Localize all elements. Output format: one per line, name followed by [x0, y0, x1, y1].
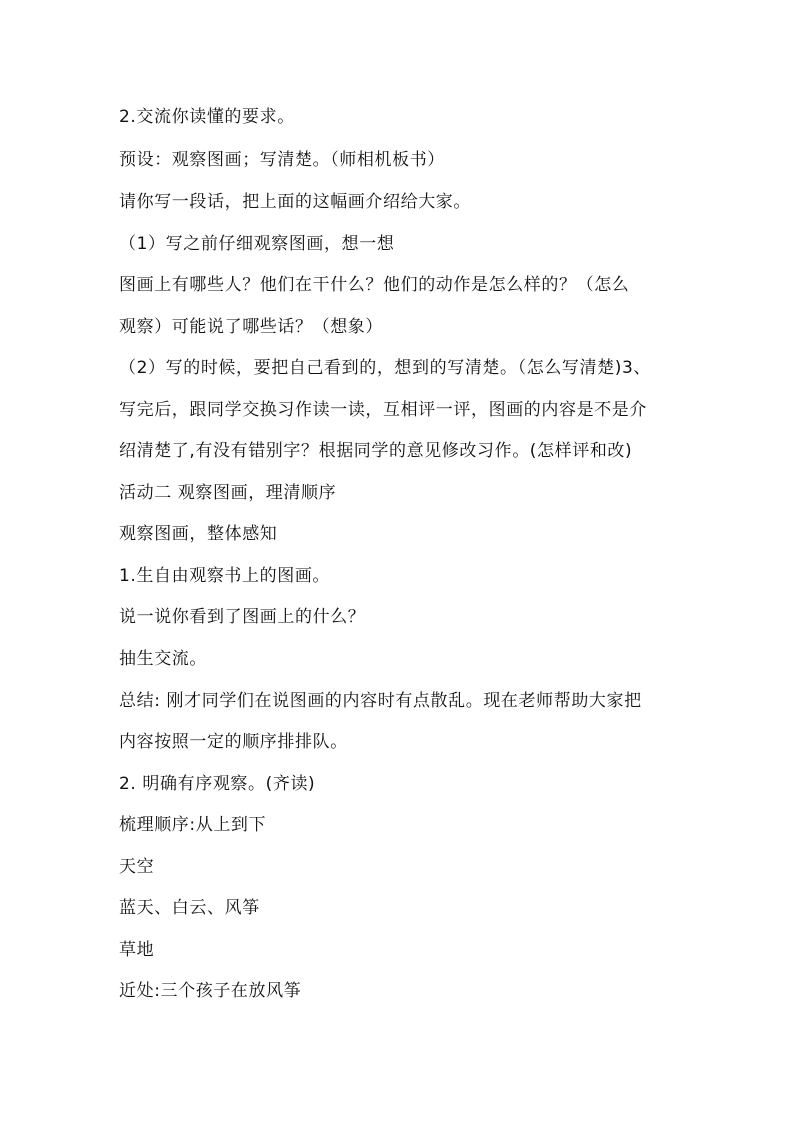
text-line: 天空 [119, 857, 155, 877]
text-line: 1.生自由观察书上的图画。 [119, 566, 331, 586]
text-line: 内容按照一定的顺序排排队。 [119, 732, 348, 752]
text-line: （1）写之前仔细观察图画，想一想 [119, 234, 395, 254]
text-line: 蓝天、白云、风筝 [119, 898, 260, 918]
text-line: 绍清楚了,有没有错别字？根据同学的意见修改习作。(怎样评和改) [119, 441, 633, 461]
text-line: 请你写一段话，把上面的这幅画介绍给大家。 [119, 192, 471, 212]
text-line: 写完后，跟同学交换习作读一读，互相评一评，图画的内容是不是介 [119, 400, 647, 420]
text-line: 2.交流你读懂的要求。 [119, 107, 295, 127]
text-line: 抽生交流。 [119, 649, 207, 669]
text-line: 说一说你看到了图画上的什么？ [119, 607, 366, 627]
text-line: 近处:三个孩子在放风筝 [119, 981, 302, 1001]
text-line: 观察图画，整体感知 [119, 524, 278, 544]
text-line: 观察）可能说了哪些话？（想象） [119, 317, 383, 337]
text-line: 总结: 刚才同学们在说图画的内容时有点散乱。现在老师帮助大家把 [119, 691, 642, 711]
section-heading: 活动二 观察图画，理清顺序 [119, 483, 337, 503]
text-line: （2）写的时候，要把自己看到的，想到的写清楚。（怎么写清楚)3、 [119, 358, 651, 378]
text-line: 2. 明确有序观察。(齐读) [119, 774, 316, 794]
text-line: 草地 [119, 940, 155, 960]
text-line: 梳理顺序:从上到下 [119, 815, 267, 835]
text-line: 图画上有哪些人？他们在干什么？他们的动作是怎么样的？（怎么 [119, 275, 630, 295]
text-line: 预设：观察图画；写清楚。（师相机板书） [119, 150, 445, 170]
